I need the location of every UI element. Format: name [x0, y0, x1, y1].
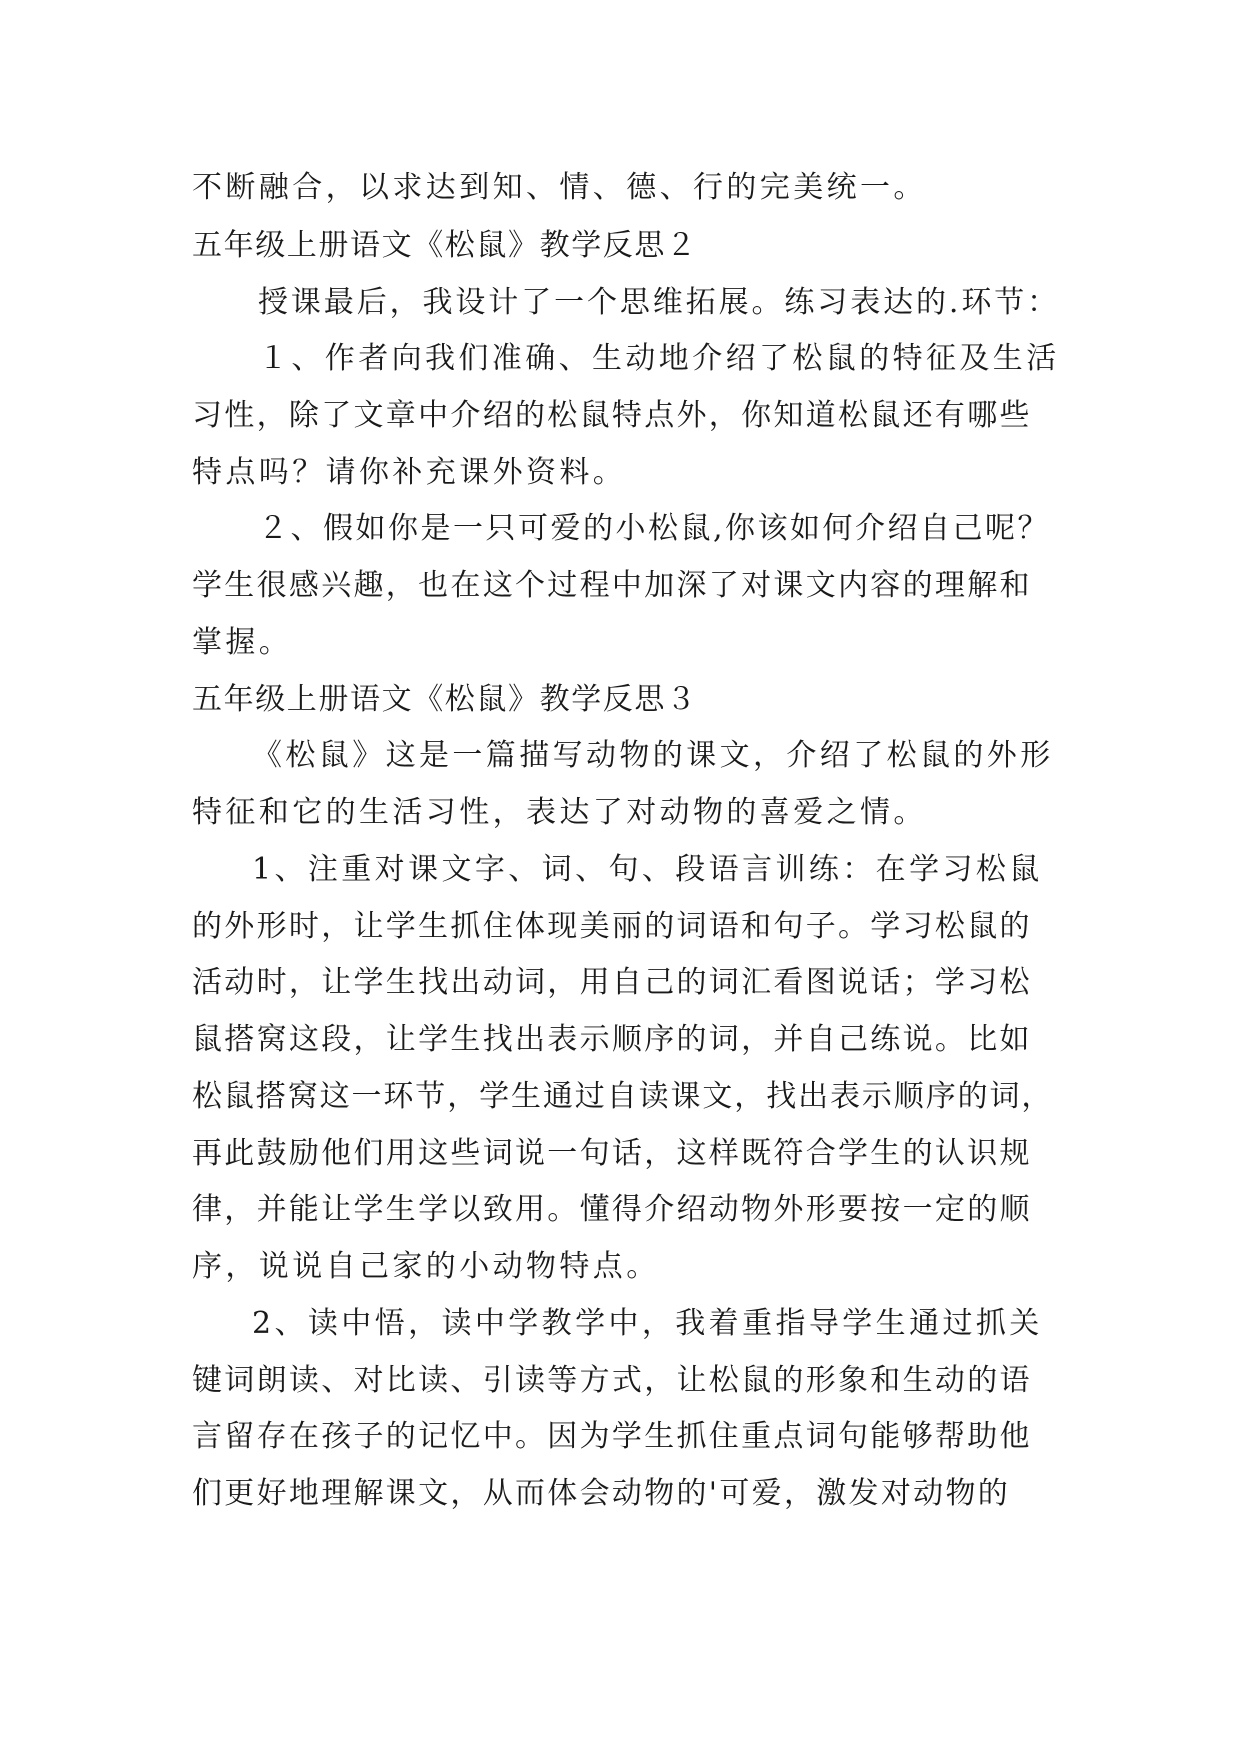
- paragraph-line: 学生很感兴趣，也在这个过程中加深了对课文内容的理解和: [192, 568, 1032, 603]
- paragraph-line: 序，说说自己家的小动物特点。: [192, 1249, 660, 1284]
- paragraph-line: 特征和它的生活习性，表达了对动物的喜爱之情。: [192, 795, 927, 830]
- paragraph-line: 律，并能让学生学以致用。懂得介绍动物外形要按一定的顺: [192, 1192, 1032, 1227]
- paragraph-line: 活动时，让学生找出动词，用自己的词汇看图说话；学习松: [192, 965, 1032, 1000]
- paragraph-line: 2、读中悟，读中学教学中，我着重指导学生通过抓关: [252, 1306, 1043, 1341]
- paragraph-line: 授课最后，我设计了一个思维拓展。练习表达的.环节：: [258, 285, 1061, 320]
- section-heading: 五年级上册语文《松鼠》教学反思３: [192, 682, 698, 717]
- paragraph-line: 习性，除了文章中介绍的松鼠特点外，你知道松鼠还有哪些: [192, 398, 1032, 433]
- paragraph-line: 松鼠搭窝这一环节，学生通过自读课文，找出表示顺序的词，: [192, 1079, 1054, 1114]
- paragraph-line: 特点吗？请你补充课外资料。: [192, 455, 627, 490]
- paragraph-line: 键词朗读、对比读、引读等方式，让松鼠的形象和生动的语: [192, 1363, 1032, 1398]
- paragraph-line: 们更好地理解课文，从而体会动物的'可爱，激发对动物的: [192, 1476, 1011, 1511]
- paragraph-line: 再此鼓励他们用这些词说一句话，这样既符合学生的认识规: [192, 1136, 1032, 1171]
- paragraph-line: 的外形时，让学生抓住体现美丽的词语和句子。学习松鼠的: [192, 909, 1032, 944]
- paragraph-line: 1、注重对课文字、词、句、段语言训练：在学习松鼠: [252, 852, 1043, 887]
- paragraph-line: ２、假如你是一只可爱的小松鼠,你该如何介绍自己呢？: [258, 511, 1051, 546]
- paragraph-line: 不断融合，以求达到知、情、德、行的完美统一。: [192, 170, 927, 205]
- paragraph-line: 鼠搭窝这段，让学生找出表示顺序的词，并自己练说。比如: [192, 1022, 1032, 1057]
- paragraph-line: 掌握。: [192, 625, 293, 660]
- paragraph-line: 言留存在孩子的记忆中。因为学生抓住重点词句能够帮助他: [192, 1419, 1032, 1454]
- section-heading: 五年级上册语文《松鼠》教学反思２: [192, 228, 698, 263]
- paragraph-line: 《松鼠》这是一篇描写动物的课文，介绍了松鼠的外形: [252, 738, 1054, 773]
- paragraph-line: １、作者向我们准确、生动地介绍了松鼠的特征及生活: [258, 341, 1060, 376]
